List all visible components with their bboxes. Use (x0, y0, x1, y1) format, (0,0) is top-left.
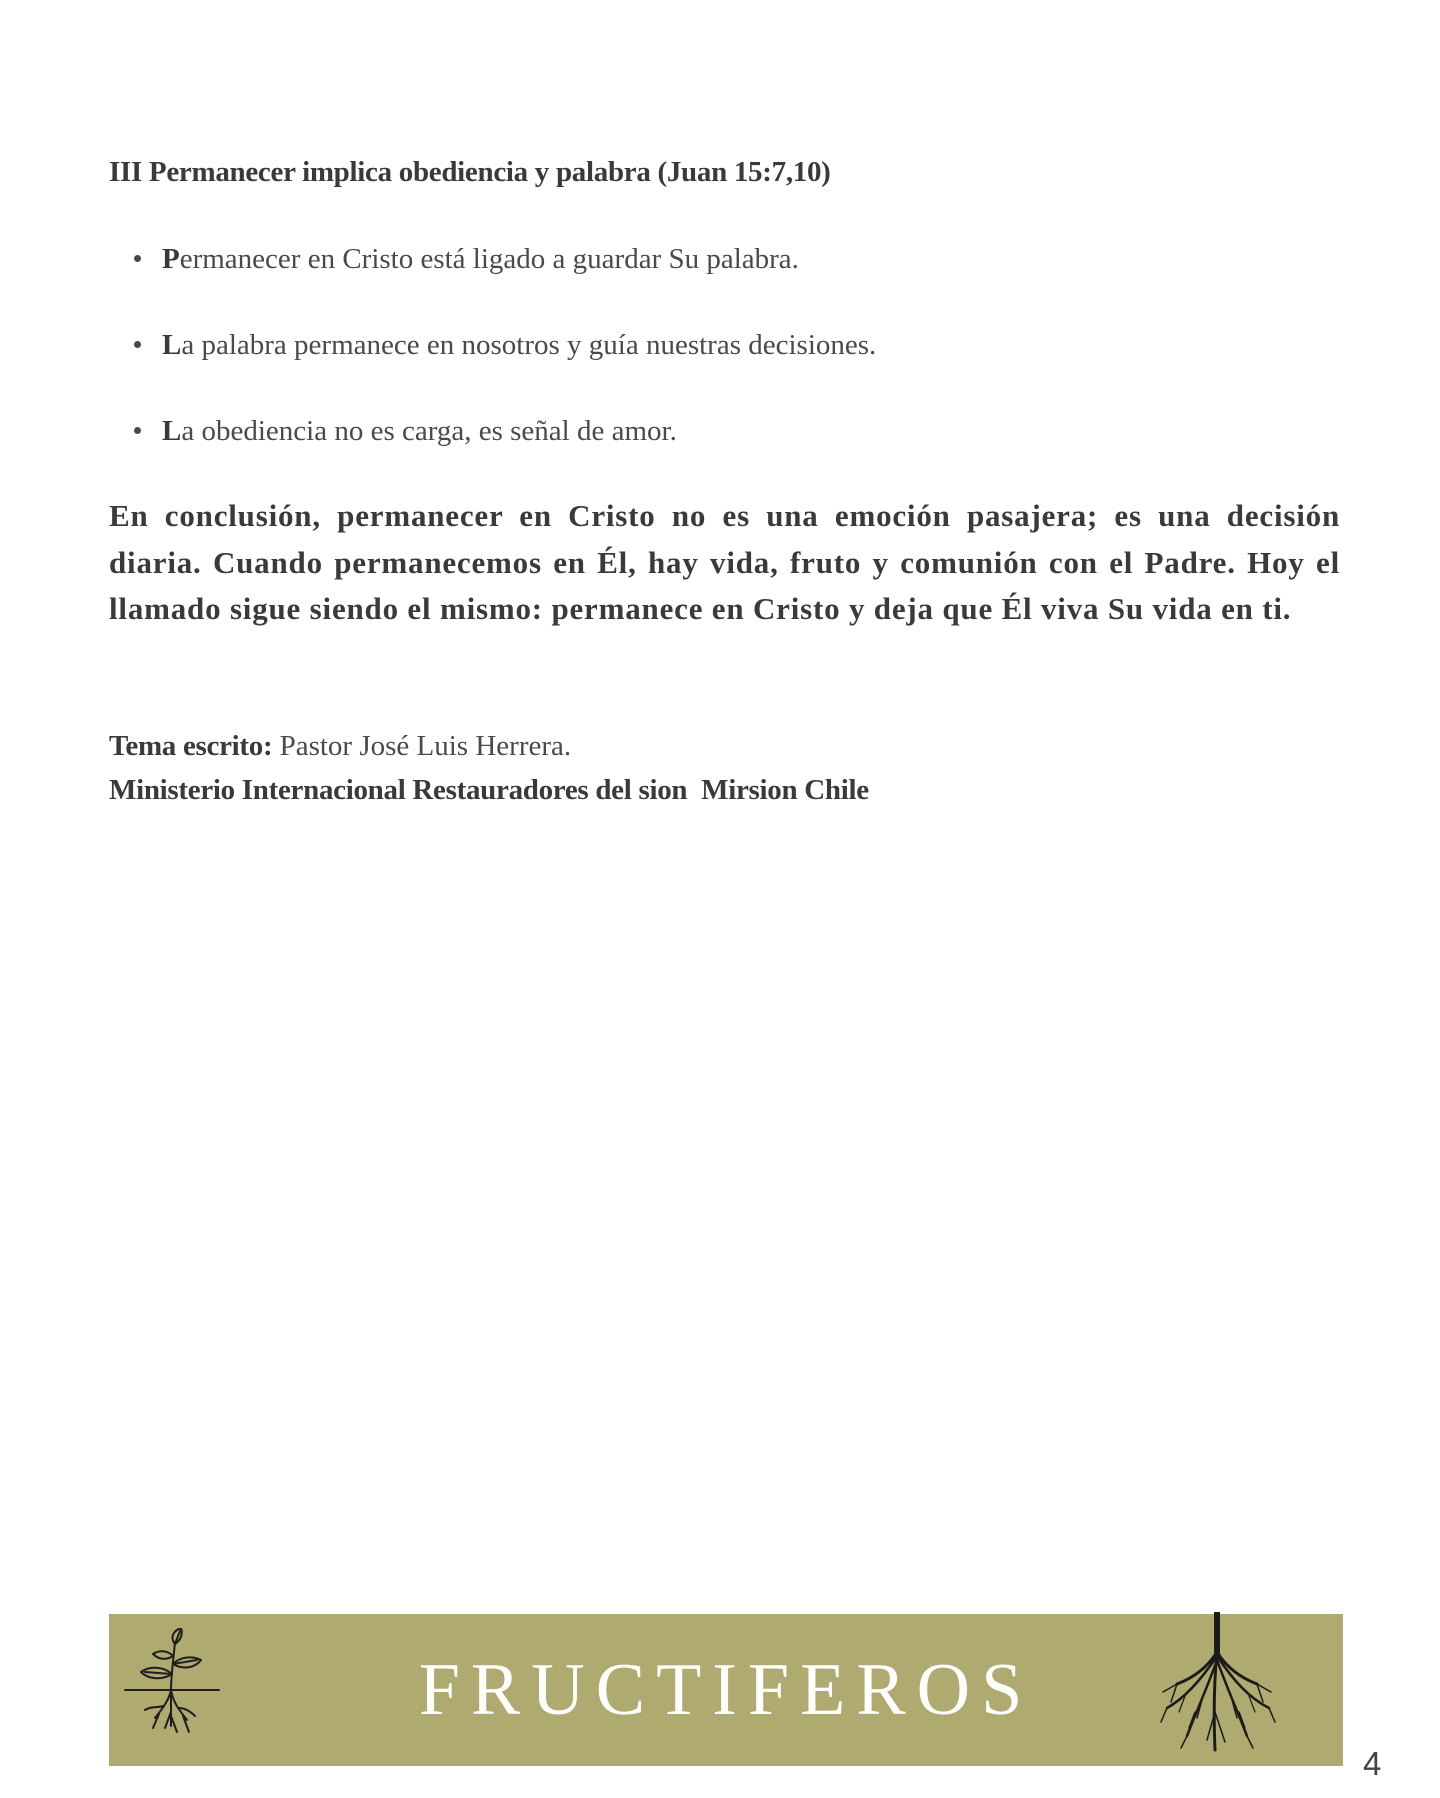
list-item (109, 410, 1339, 496)
credit-label: Tema escrito: (109, 730, 273, 762)
section-heading: III Permanecer implica obediencia y palabra (Juan 15:7,10) (109, 156, 831, 188)
bullet-list (109, 238, 1339, 496)
page-number: 4 (1363, 1745, 1382, 1782)
bullet-dot-icon (134, 255, 141, 262)
list-item (109, 238, 1339, 324)
tree-roots-icon (1157, 1612, 1277, 1752)
credit-block (109, 724, 869, 812)
bullet-dot-icon (134, 341, 141, 348)
bullet-dot-icon (134, 427, 141, 434)
footer-banner (109, 1614, 1343, 1766)
bullet-initial: L (162, 329, 182, 361)
credit-ministry: Ministerio Internacional Restauradores del sion Mirsion Chile (109, 774, 869, 806)
conclusion-paragraph: En conclusión, permanecer en Cristo no es una emoción pasajera; es una decisión diaria. Cuando permanecemos en Él, hay vida, fruto y comunión con el Padre. Hoy el llamado sigue siendo el mismo: permanece en Cristo y deja que Él viva Su vida en ti. (109, 498, 1340, 626)
bullet-initial: L (162, 415, 182, 447)
list-item (109, 324, 1339, 410)
bullet-text: a obediencia no es carga, es señal de amor. (181, 415, 677, 447)
banner-title: FRUCTIFEROS (418, 1649, 1034, 1731)
bullet-initial: P (162, 243, 180, 275)
credit-author: Pastor José Luis Herrera. (279, 730, 572, 762)
bullet-text: ermanecer en Cristo está ligado a guardar Su palabra. (179, 243, 799, 275)
bullet-text: a palabra permanece en nosotros y guía nuestras decisiones. (181, 329, 877, 361)
